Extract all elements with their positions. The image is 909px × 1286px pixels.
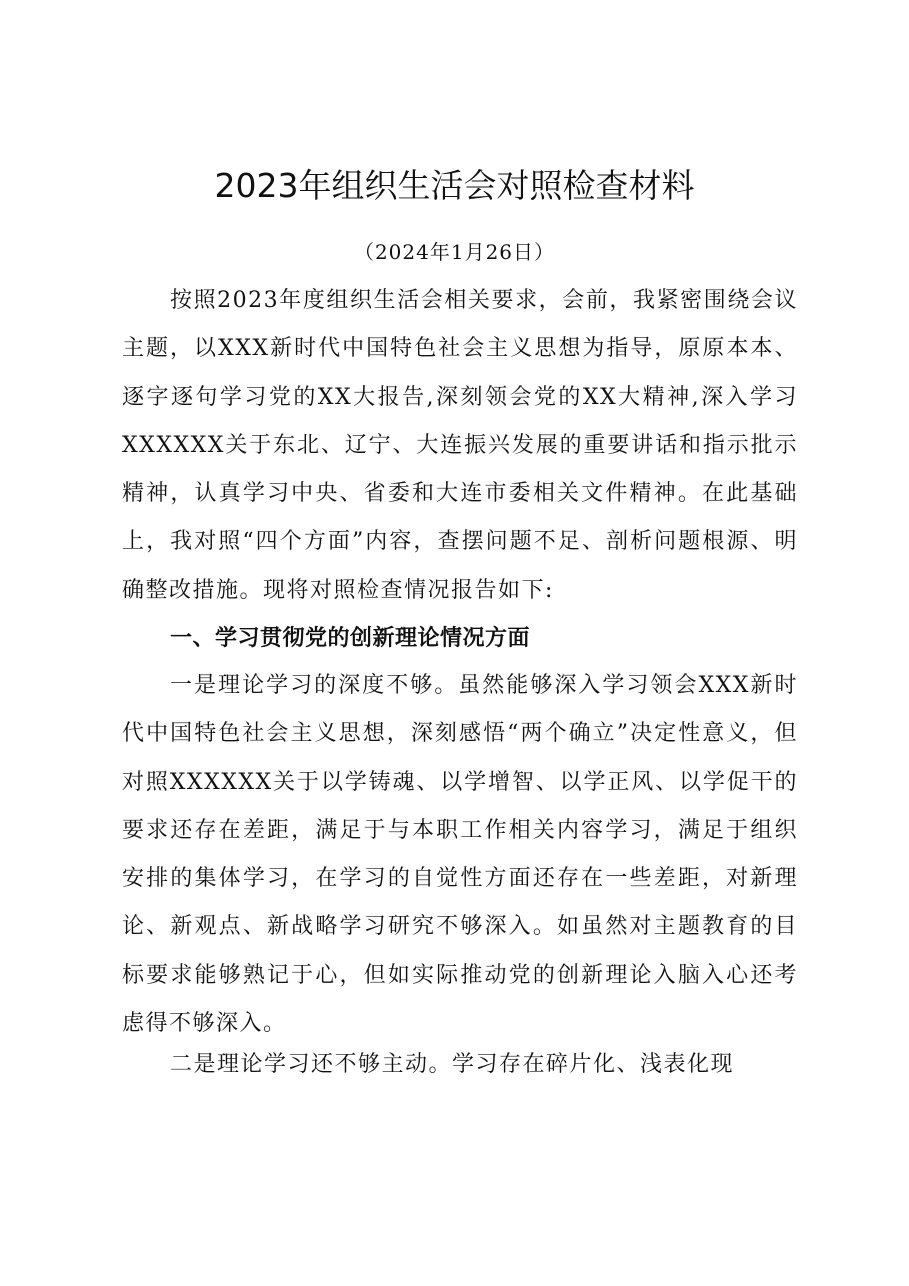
document-date: （2024年1月26日）	[353, 240, 556, 264]
document-title: 2023年组织生活会对照检查材料	[214, 166, 695, 205]
section-heading: 一、学习贯彻党的创新理论情况方面	[170, 626, 531, 651]
body-paragraph: 二是理论学习还不够主动。学习存在碎片化、浅表化现	[170, 1052, 735, 1077]
intro-paragraph: 按照2023年度组织生活会相关要求，会前，我紧密围绕会议主题，以XXX新时代中国特色社会主义思想为指导，原原本本、逐字逐句学习党的XX大报告,深刻领会党的XX大精神,深入学习XXXXXX关于东北、辽宁、大连振兴发展的重要讲话和指示批示精神，认真学习中央、省委和大连市委相关文件精神。在此基础上，我对照“四个方面”内容，查摆问题不足、剖析问题根源、明确整改措施。现将对照检查情况报告如下:	[122, 288, 798, 603]
body-paragraph: 一是理论学习的深度不够。虽然能够深入学习领会XXX新时代中国特色社会主义思想，深刻感悟“两个确立”决定性意义，但对照XXXXXX关于以学铸魂、以学增智、以学正风、以学促干的要求还存在差距，满足于与本职工作相关内容学习，满足于组织安排的集体学习，在学习的自觉性方面还存在一些差距，对新理论、新观点、新战略学习研究不够深入。如虽然对主题教育的目标要求能够熟记于心，但如实际推动党的创新理论入脑入心还考虑得不够深入。	[122, 673, 798, 1037]
